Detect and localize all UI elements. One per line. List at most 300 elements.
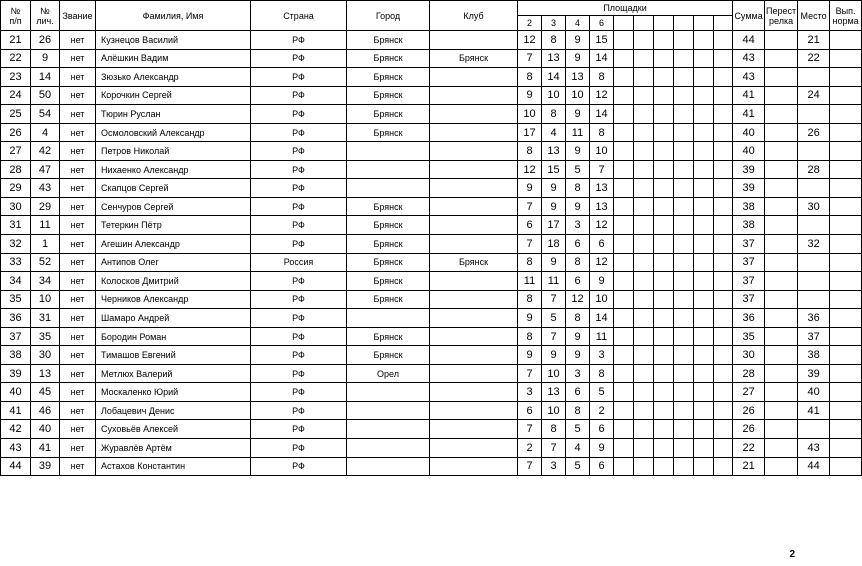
norm-cell xyxy=(830,383,862,402)
score-cell xyxy=(714,142,733,161)
score-cell: 8 xyxy=(590,123,614,142)
score-cell xyxy=(694,383,714,402)
playoff-cell xyxy=(765,105,798,124)
score-cell xyxy=(654,253,674,272)
court-number xyxy=(694,16,714,31)
results-body xyxy=(1,31,862,476)
score-cell xyxy=(654,346,674,365)
score-cell xyxy=(694,235,714,254)
table-row xyxy=(1,457,862,476)
score-cell xyxy=(614,123,634,142)
place-cell xyxy=(798,179,830,198)
country-cell: Россия xyxy=(251,253,347,272)
playoff-cell xyxy=(765,439,798,458)
score-cell xyxy=(614,68,634,87)
score-cell xyxy=(714,439,733,458)
court-number: 2 xyxy=(518,16,542,31)
sum-cell: 37 xyxy=(733,272,765,291)
table-row xyxy=(1,235,862,254)
score-cell: 7 xyxy=(518,235,542,254)
rank-cell: нет xyxy=(60,253,96,272)
score-cell xyxy=(714,105,733,124)
score-cell: 5 xyxy=(590,383,614,402)
sum-cell: 28 xyxy=(733,364,765,383)
sum-cell: 38 xyxy=(733,216,765,235)
score-cell: 18 xyxy=(542,235,566,254)
score-cell: 6 xyxy=(566,235,590,254)
table-row xyxy=(1,364,862,383)
score-cell: 9 xyxy=(566,31,590,50)
score-cell xyxy=(634,383,654,402)
score-cell xyxy=(654,142,674,161)
score-cell xyxy=(714,68,733,87)
name-cell: Осмоловский Александр xyxy=(96,123,251,142)
table-row xyxy=(1,31,862,50)
score-cell xyxy=(674,309,694,328)
city-cell xyxy=(347,179,430,198)
score-cell: 12 xyxy=(518,160,542,179)
city-cell: Брянск xyxy=(347,68,430,87)
score-cell: 6 xyxy=(566,383,590,402)
score-cell: 4 xyxy=(566,439,590,458)
city-cell: Брянск xyxy=(347,197,430,216)
row-number: 41 xyxy=(1,401,31,420)
country-cell: РФ xyxy=(251,216,347,235)
place-cell: 30 xyxy=(798,197,830,216)
club-cell xyxy=(430,31,518,50)
score-cell: 7 xyxy=(542,290,566,309)
score-cell xyxy=(614,160,634,179)
table-row xyxy=(1,439,862,458)
score-cell xyxy=(634,197,654,216)
score-cell xyxy=(654,216,674,235)
col-name-header: Фамилия, Имя xyxy=(96,1,251,31)
score-cell xyxy=(654,179,674,198)
place-cell: 37 xyxy=(798,327,830,346)
score-cell xyxy=(674,31,694,50)
score-cell xyxy=(694,49,714,68)
court-number xyxy=(614,16,634,31)
table-row xyxy=(1,272,862,291)
row-number: 39 xyxy=(1,364,31,383)
sum-cell: 30 xyxy=(733,346,765,365)
club-cell xyxy=(430,383,518,402)
playoff-cell xyxy=(765,235,798,254)
rank-cell: нет xyxy=(60,235,96,254)
score-cell: 8 xyxy=(590,68,614,87)
club-cell xyxy=(430,123,518,142)
score-cell: 6 xyxy=(518,401,542,420)
rank-cell: нет xyxy=(60,68,96,87)
place-cell xyxy=(798,420,830,439)
name-cell: Астахов Константин xyxy=(96,457,251,476)
score-cell xyxy=(654,235,674,254)
playoff-cell xyxy=(765,327,798,346)
score-cell: 10 xyxy=(590,290,614,309)
score-cell xyxy=(694,272,714,291)
table-row xyxy=(1,346,862,365)
club-cell xyxy=(430,216,518,235)
name-cell: Корочкин Сергей xyxy=(96,86,251,105)
table-row xyxy=(1,160,862,179)
col-rank-header: Звание xyxy=(60,1,96,31)
place-cell: 21 xyxy=(798,31,830,50)
score-cell: 8 xyxy=(518,142,542,161)
rank-cell: нет xyxy=(60,420,96,439)
row-number: 38 xyxy=(1,346,31,365)
club-cell xyxy=(430,457,518,476)
score-cell: 5 xyxy=(566,457,590,476)
license-number: 39 xyxy=(31,457,60,476)
sum-cell: 36 xyxy=(733,309,765,328)
score-cell: 17 xyxy=(542,216,566,235)
col-place-header: Место xyxy=(798,1,830,31)
rank-cell: нет xyxy=(60,142,96,161)
col-sum-header: Сумма xyxy=(733,1,765,31)
city-cell xyxy=(347,309,430,328)
score-cell: 9 xyxy=(518,309,542,328)
score-cell: 9 xyxy=(518,346,542,365)
license-number: 11 xyxy=(31,216,60,235)
club-cell xyxy=(430,401,518,420)
row-number: 30 xyxy=(1,197,31,216)
name-cell: Тюрин Руслан xyxy=(96,105,251,124)
playoff-cell xyxy=(765,309,798,328)
court-number: 4 xyxy=(566,16,590,31)
score-cell xyxy=(614,179,634,198)
score-cell: 12 xyxy=(590,216,614,235)
score-cell xyxy=(674,68,694,87)
score-cell xyxy=(694,197,714,216)
score-cell xyxy=(694,142,714,161)
row-number: 44 xyxy=(1,457,31,476)
playoff-cell xyxy=(765,420,798,439)
name-cell: Бородин Роман xyxy=(96,327,251,346)
country-cell: РФ xyxy=(251,68,347,87)
score-cell xyxy=(614,457,634,476)
norm-cell xyxy=(830,327,862,346)
playoff-cell xyxy=(765,31,798,50)
license-number: 26 xyxy=(31,31,60,50)
name-cell: Агешин Александр xyxy=(96,235,251,254)
table-row xyxy=(1,86,862,105)
score-cell xyxy=(634,346,654,365)
score-cell: 13 xyxy=(542,383,566,402)
score-cell: 9 xyxy=(566,49,590,68)
score-cell xyxy=(714,309,733,328)
score-cell: 6 xyxy=(590,235,614,254)
sum-cell: 41 xyxy=(733,86,765,105)
license-number: 1 xyxy=(31,235,60,254)
name-cell: Москаленко Юрий xyxy=(96,383,251,402)
score-cell xyxy=(614,142,634,161)
score-cell xyxy=(674,457,694,476)
city-cell: Брянск xyxy=(347,253,430,272)
license-number: 9 xyxy=(31,49,60,68)
score-cell: 12 xyxy=(518,31,542,50)
name-cell: Алёшкин Вадим xyxy=(96,49,251,68)
score-cell: 7 xyxy=(542,439,566,458)
club-cell xyxy=(430,364,518,383)
score-cell xyxy=(614,383,634,402)
score-cell xyxy=(694,364,714,383)
score-cell xyxy=(634,123,654,142)
row-number: 24 xyxy=(1,86,31,105)
rank-cell: нет xyxy=(60,383,96,402)
score-cell: 10 xyxy=(542,86,566,105)
score-cell: 8 xyxy=(566,253,590,272)
norm-cell xyxy=(830,439,862,458)
score-cell: 9 xyxy=(566,197,590,216)
score-cell: 8 xyxy=(566,179,590,198)
place-cell: 41 xyxy=(798,401,830,420)
sum-cell: 26 xyxy=(733,401,765,420)
place-cell xyxy=(798,253,830,272)
row-number: 42 xyxy=(1,420,31,439)
row-number: 40 xyxy=(1,383,31,402)
sum-cell: 40 xyxy=(733,123,765,142)
score-cell xyxy=(674,86,694,105)
club-cell: Брянск xyxy=(430,253,518,272)
license-number: 30 xyxy=(31,346,60,365)
score-cell: 12 xyxy=(590,253,614,272)
city-cell xyxy=(347,420,430,439)
score-cell: 11 xyxy=(542,272,566,291)
playoff-cell xyxy=(765,364,798,383)
score-cell: 6 xyxy=(518,216,542,235)
col-playoff-header: Перест релка xyxy=(765,1,798,31)
court-number xyxy=(634,16,654,31)
rank-cell: нет xyxy=(60,123,96,142)
name-cell: Колосков Дмитрий xyxy=(96,272,251,291)
score-cell xyxy=(654,457,674,476)
score-cell: 8 xyxy=(542,420,566,439)
place-cell: 40 xyxy=(798,383,830,402)
score-cell xyxy=(674,364,694,383)
score-cell xyxy=(694,253,714,272)
playoff-cell xyxy=(765,142,798,161)
score-cell xyxy=(694,68,714,87)
score-cell xyxy=(674,160,694,179)
score-cell xyxy=(674,216,694,235)
score-cell xyxy=(654,105,674,124)
score-cell: 13 xyxy=(542,49,566,68)
country-cell: РФ xyxy=(251,383,347,402)
city-cell: Брянск xyxy=(347,31,430,50)
row-number: 36 xyxy=(1,309,31,328)
score-cell xyxy=(634,253,654,272)
page-number: 2 xyxy=(789,549,795,560)
score-cell: 3 xyxy=(518,383,542,402)
score-cell: 8 xyxy=(590,364,614,383)
court-number: 6 xyxy=(590,16,614,31)
table-row xyxy=(1,253,862,272)
score-cell: 7 xyxy=(542,327,566,346)
score-cell xyxy=(654,420,674,439)
score-cell: 7 xyxy=(590,160,614,179)
score-cell xyxy=(614,31,634,50)
score-cell xyxy=(714,123,733,142)
name-cell: Метлюх Валерий xyxy=(96,364,251,383)
score-cell: 12 xyxy=(590,86,614,105)
score-cell: 14 xyxy=(590,309,614,328)
name-cell: Журавлёв Артём xyxy=(96,439,251,458)
score-cell: 10 xyxy=(566,86,590,105)
license-number: 13 xyxy=(31,364,60,383)
name-cell: Сенчуров Сергей xyxy=(96,197,251,216)
score-cell xyxy=(654,272,674,291)
score-cell xyxy=(654,290,674,309)
license-number: 4 xyxy=(31,123,60,142)
club-cell: Брянск xyxy=(430,49,518,68)
score-cell: 9 xyxy=(542,179,566,198)
score-cell xyxy=(714,31,733,50)
city-cell xyxy=(347,457,430,476)
playoff-cell xyxy=(765,216,798,235)
score-cell: 9 xyxy=(566,105,590,124)
score-cell xyxy=(674,420,694,439)
score-cell xyxy=(674,253,694,272)
score-cell: 7 xyxy=(518,420,542,439)
score-cell xyxy=(614,290,634,309)
score-cell: 6 xyxy=(566,272,590,291)
country-cell: РФ xyxy=(251,309,347,328)
country-cell: РФ xyxy=(251,86,347,105)
norm-cell xyxy=(830,457,862,476)
club-cell xyxy=(430,327,518,346)
score-cell xyxy=(714,86,733,105)
score-cell xyxy=(614,272,634,291)
norm-cell xyxy=(830,68,862,87)
score-cell xyxy=(714,179,733,198)
sum-cell: 43 xyxy=(733,68,765,87)
city-cell: Брянск xyxy=(347,49,430,68)
license-number: 31 xyxy=(31,309,60,328)
score-cell: 9 xyxy=(542,253,566,272)
score-cell xyxy=(654,364,674,383)
sum-cell: 44 xyxy=(733,31,765,50)
club-cell xyxy=(430,86,518,105)
score-cell xyxy=(714,272,733,291)
score-cell: 13 xyxy=(590,179,614,198)
score-cell xyxy=(714,235,733,254)
score-cell: 10 xyxy=(590,142,614,161)
score-cell xyxy=(714,346,733,365)
country-cell: РФ xyxy=(251,346,347,365)
court-number: 3 xyxy=(542,16,566,31)
norm-cell xyxy=(830,420,862,439)
place-cell: 36 xyxy=(798,309,830,328)
norm-cell xyxy=(830,160,862,179)
col-courts-header: Площадки xyxy=(518,1,733,16)
score-cell xyxy=(614,105,634,124)
table-row xyxy=(1,327,862,346)
score-cell xyxy=(634,160,654,179)
playoff-cell xyxy=(765,160,798,179)
score-cell: 8 xyxy=(518,290,542,309)
sum-cell: 27 xyxy=(733,383,765,402)
playoff-cell xyxy=(765,197,798,216)
sum-cell: 21 xyxy=(733,457,765,476)
score-cell: 6 xyxy=(590,457,614,476)
table-row xyxy=(1,179,862,198)
score-cell: 7 xyxy=(518,364,542,383)
score-cell xyxy=(634,290,654,309)
score-cell xyxy=(694,216,714,235)
city-cell xyxy=(347,439,430,458)
city-cell: Брянск xyxy=(347,272,430,291)
sum-cell: 41 xyxy=(733,105,765,124)
rank-cell: нет xyxy=(60,49,96,68)
license-number: 50 xyxy=(31,86,60,105)
license-number: 41 xyxy=(31,439,60,458)
rank-cell: нет xyxy=(60,309,96,328)
score-cell xyxy=(634,216,654,235)
score-cell xyxy=(694,327,714,346)
row-number: 29 xyxy=(1,179,31,198)
club-cell xyxy=(430,160,518,179)
score-cell xyxy=(614,364,634,383)
city-cell xyxy=(347,142,430,161)
sum-cell: 38 xyxy=(733,197,765,216)
score-cell xyxy=(674,327,694,346)
score-cell: 8 xyxy=(518,327,542,346)
name-cell: Скапцов Сергей xyxy=(96,179,251,198)
name-cell: Тетеркин Пётр xyxy=(96,216,251,235)
score-cell: 9 xyxy=(518,86,542,105)
norm-cell xyxy=(830,49,862,68)
license-number: 45 xyxy=(31,383,60,402)
table-row xyxy=(1,49,862,68)
rank-cell: нет xyxy=(60,86,96,105)
playoff-cell xyxy=(765,123,798,142)
sum-cell: 35 xyxy=(733,327,765,346)
city-cell: Брянск xyxy=(347,327,430,346)
score-cell: 8 xyxy=(566,401,590,420)
playoff-cell xyxy=(765,86,798,105)
col-number-header: № п/п xyxy=(1,1,31,31)
score-cell xyxy=(654,49,674,68)
score-cell xyxy=(714,327,733,346)
score-cell xyxy=(634,31,654,50)
name-cell: Суховьёв Алексей xyxy=(96,420,251,439)
rank-cell: нет xyxy=(60,160,96,179)
sum-cell: 37 xyxy=(733,235,765,254)
score-cell xyxy=(674,401,694,420)
score-cell: 3 xyxy=(542,457,566,476)
country-cell: РФ xyxy=(251,290,347,309)
score-cell: 3 xyxy=(566,216,590,235)
name-cell: Зюзько Александр xyxy=(96,68,251,87)
city-cell: Брянск xyxy=(347,105,430,124)
score-cell xyxy=(634,49,654,68)
rank-cell: нет xyxy=(60,216,96,235)
place-cell xyxy=(798,290,830,309)
place-cell: 32 xyxy=(798,235,830,254)
place-cell: 22 xyxy=(798,49,830,68)
score-cell xyxy=(654,327,674,346)
score-cell: 5 xyxy=(566,420,590,439)
rank-cell: нет xyxy=(60,364,96,383)
score-cell xyxy=(714,216,733,235)
city-cell: Брянск xyxy=(347,123,430,142)
place-cell: 39 xyxy=(798,364,830,383)
score-cell: 3 xyxy=(566,364,590,383)
score-cell xyxy=(714,290,733,309)
name-cell: Черников Александр xyxy=(96,290,251,309)
score-cell xyxy=(694,457,714,476)
score-cell xyxy=(694,401,714,420)
